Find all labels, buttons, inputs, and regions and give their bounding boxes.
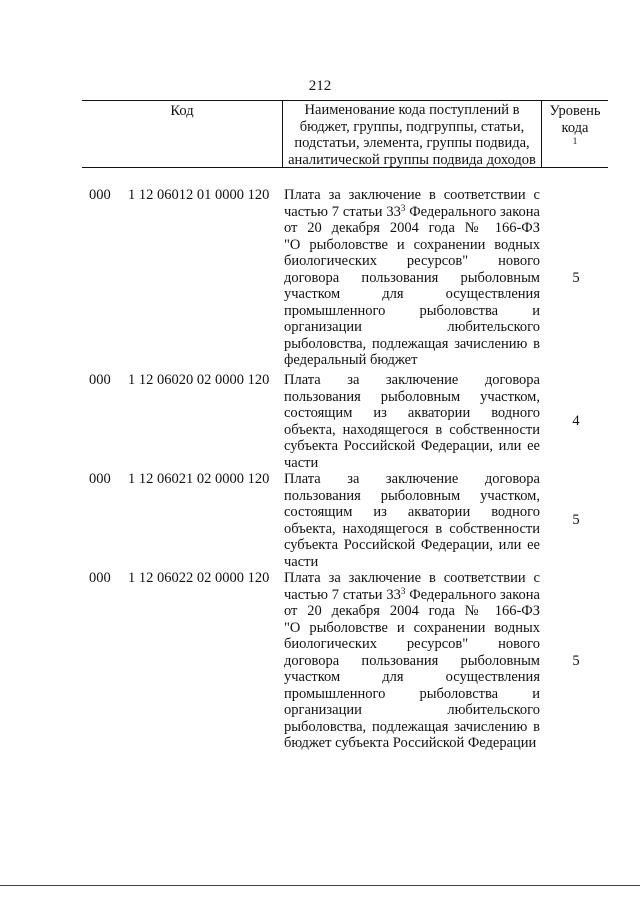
description-line: Плата за заключение в соответствии с — [284, 570, 540, 586]
description-line: "О рыболовстве и сохранении водных — [284, 619, 540, 636]
header-name-line: Наименование кода поступлений в — [304, 102, 520, 118]
description-line: биологических ресурсов" нового — [284, 253, 540, 269]
code-level: 5 — [572, 653, 580, 669]
description-line: организации любительского — [284, 319, 540, 335]
description-line: части — [284, 553, 319, 570]
revenue-description — [284, 471, 540, 570]
description-line: частью 7 статьи 33$^3$ Федерального закона — [284, 585, 540, 603]
description-line: договора пользования рыболовным — [284, 269, 540, 286]
description-line: промышленного рыболовства и — [284, 685, 540, 702]
description-line: пользования рыболовным участком, — [284, 388, 540, 405]
revenue-code: 1 12 06022 02 0000 120 — [128, 570, 270, 586]
code-level: 4 — [572, 413, 580, 429]
description-line: "О рыболовстве и сохранении водных — [284, 236, 540, 253]
description-line: субъекта Российской Федерации, или ее — [284, 537, 540, 553]
header-name-line: бюджет, группы, подгруппы, статьи, — [299, 118, 525, 135]
description-line: субъекта Российской Федерации, или ее — [284, 438, 540, 454]
code-level: 5 — [572, 512, 580, 528]
description-line: частью 7 статьи 33$^3$ Федерального закона — [284, 202, 540, 220]
description-line: рыболовства, подлежащая зачислению в — [284, 335, 540, 352]
description-line: объекта, находящегося в собственности — [284, 421, 540, 438]
code-prefix: 000 — [89, 471, 111, 487]
description-line: от 20 декабря 2004 года № 166-ФЗ — [284, 603, 540, 619]
header-name-line: аналитической группы подвида доходов — [288, 151, 536, 168]
page-number: 212 — [308, 78, 332, 94]
description-line: договора пользования рыболовным — [284, 652, 540, 669]
revenue-code: 1 12 06012 01 0000 120 — [128, 187, 270, 203]
revenue-code: 1 12 06021 02 0000 120 — [128, 471, 270, 487]
description-line: Плата за заключение договора — [284, 471, 540, 487]
code-prefix: 000 — [89, 372, 111, 388]
revenue-description — [284, 187, 540, 369]
description-line: участком для осуществления — [284, 669, 540, 685]
description-line: организации любительского — [284, 702, 540, 718]
description-line: объекта, находящегося в собственности — [284, 520, 540, 537]
header-code-column: Код — [170, 103, 194, 119]
description-line: рыболовства, подлежащая зачислению в — [284, 718, 540, 735]
revenue-description — [284, 372, 540, 471]
header-level-line: кода $^1$ — [561, 120, 589, 146]
description-line: участком для осуществления — [284, 286, 540, 302]
header-name-column — [282, 101, 542, 167]
description-line: биологических ресурсов" нового — [284, 636, 540, 652]
header-level-column — [542, 101, 608, 167]
description-line: от 20 декабря 2004 года № 166-ФЗ — [284, 220, 540, 236]
description-line: части — [284, 454, 319, 471]
revenue-code: 1 12 06020 02 0000 120 — [128, 372, 270, 388]
revenue-description — [284, 570, 540, 752]
code-level: 5 — [572, 270, 580, 286]
code-prefix: 000 — [89, 570, 111, 586]
description-line: промышленного рыболовства и — [284, 302, 540, 319]
footnote-marker: 1 — [572, 136, 578, 146]
description-line: состоящим из акватории водного — [284, 504, 540, 520]
description-line: состоящим из акватории водного — [284, 405, 540, 421]
description-line: Плата за заключение в соответствии с — [284, 187, 540, 203]
scan-edge-line — [0, 885, 640, 886]
superscript: 3 — [400, 585, 406, 596]
code-prefix: 000 — [89, 187, 111, 203]
description-line: федеральный бюджет — [284, 352, 418, 368]
superscript: 3 — [400, 202, 406, 213]
description-line: бюджет субъекта Российской Федерации — [284, 735, 537, 751]
table-header — [82, 100, 608, 168]
description-line: пользования рыболовным участком, — [284, 487, 540, 504]
header-level-line: Уровень — [549, 103, 601, 119]
description-line: Плата за заключение договора — [284, 372, 540, 388]
header-name-line: подстатьи, элемента, группы подвида, — [294, 135, 530, 151]
